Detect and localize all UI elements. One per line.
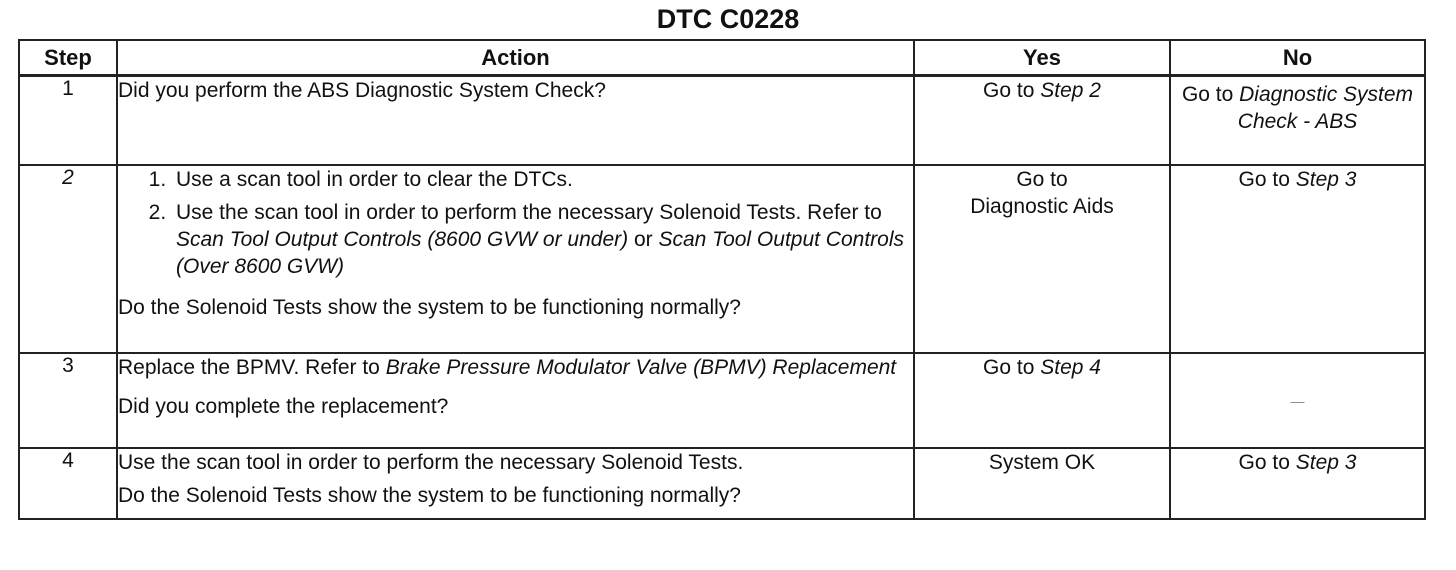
header-no: No: [1170, 40, 1425, 76]
yes-cell: [914, 353, 1170, 448]
no-cell: [1170, 448, 1425, 519]
header-step: Step: [19, 40, 117, 76]
dtc-table: [18, 39, 1426, 520]
action-question: Did you complete the replacement?: [118, 394, 449, 418]
no-diagnostic-link[interactable]: Diagnostic System Check - ABS: [1237, 83, 1414, 133]
step-number: 3: [19, 353, 117, 448]
action-instruction: [118, 354, 913, 381]
yes-step-link[interactable]: Step 4: [1040, 355, 1101, 379]
yes-step-link[interactable]: Step 2: [1040, 79, 1101, 102]
bpmv-replacement-link[interactable]: Brake Pressure Modulator Valve (BPMV) Replacement: [385, 355, 897, 379]
no-step-link[interactable]: Step 3: [1295, 450, 1357, 474]
header-yes: Yes: [914, 40, 1170, 76]
action-cell: [117, 353, 914, 448]
list-item: 1. Use a scan tool in order to clear the DTCs.: [172, 166, 913, 193]
no-prefix: Go to: [1181, 83, 1240, 106]
list-item-text: or: [628, 227, 659, 251]
scan-tool-output-controls-link-under[interactable]: Scan Tool Output Controls (8600 GVW or under): [176, 227, 629, 251]
list-item-text: Use the scan tool in order to perform the necessary Solenoid Tests. Refer to: [176, 200, 882, 224]
action-question: Do the Solenoid Tests show the system to be functioning normally?: [118, 483, 741, 507]
instruction-text: Replace the BPMV. Refer to: [118, 355, 386, 379]
action-question: Do the Solenoid Tests show the system to be functioning normally?: [118, 295, 741, 319]
yes-diagnostic-aids-link[interactable]: Diagnostic Aids: [970, 194, 1114, 218]
yes-prefix: Go to: [983, 355, 1041, 379]
action-question: Did you perform the ABS Diagnostic System Check?: [118, 79, 606, 102]
no-prefix: Go to: [1238, 450, 1296, 474]
action-cell: [117, 76, 914, 165]
step-number: 1: [19, 76, 117, 165]
header-row: [19, 40, 1425, 76]
table-row: [19, 353, 1425, 448]
yes-cell: [914, 165, 1170, 353]
yes-prefix: Go to: [983, 79, 1041, 102]
action-cell: [117, 165, 914, 353]
list-item: [172, 199, 913, 280]
header-action: Action: [117, 40, 914, 76]
step-number: 2: [19, 165, 117, 353]
yes-cell: [914, 76, 1170, 165]
no-prefix: Go to: [1238, 167, 1296, 191]
no-dash: —: [1290, 392, 1305, 409]
table-row: [19, 448, 1425, 519]
no-step-link[interactable]: Step 3: [1295, 167, 1357, 191]
action-instruction: Use the scan tool in order to perform the necessary Solenoid Tests.: [118, 450, 744, 474]
table-row: [19, 76, 1425, 165]
page-title: DTC C0228: [656, 4, 800, 34]
step-number: 4: [19, 448, 117, 519]
table-row: [19, 165, 1425, 353]
scan-tool-output-controls-link-over[interactable]: Scan Tool Output Controls (Over 8600 GVW): [176, 227, 904, 278]
action-cell: [117, 448, 914, 519]
yes-result: System OK: [988, 450, 1096, 474]
yes-cell: [914, 448, 1170, 519]
action-steps-list: [118, 166, 913, 280]
no-cell: [1170, 76, 1425, 165]
no-cell: [1170, 165, 1425, 353]
yes-line: Go to: [1016, 167, 1068, 191]
no-cell: [1170, 353, 1425, 448]
